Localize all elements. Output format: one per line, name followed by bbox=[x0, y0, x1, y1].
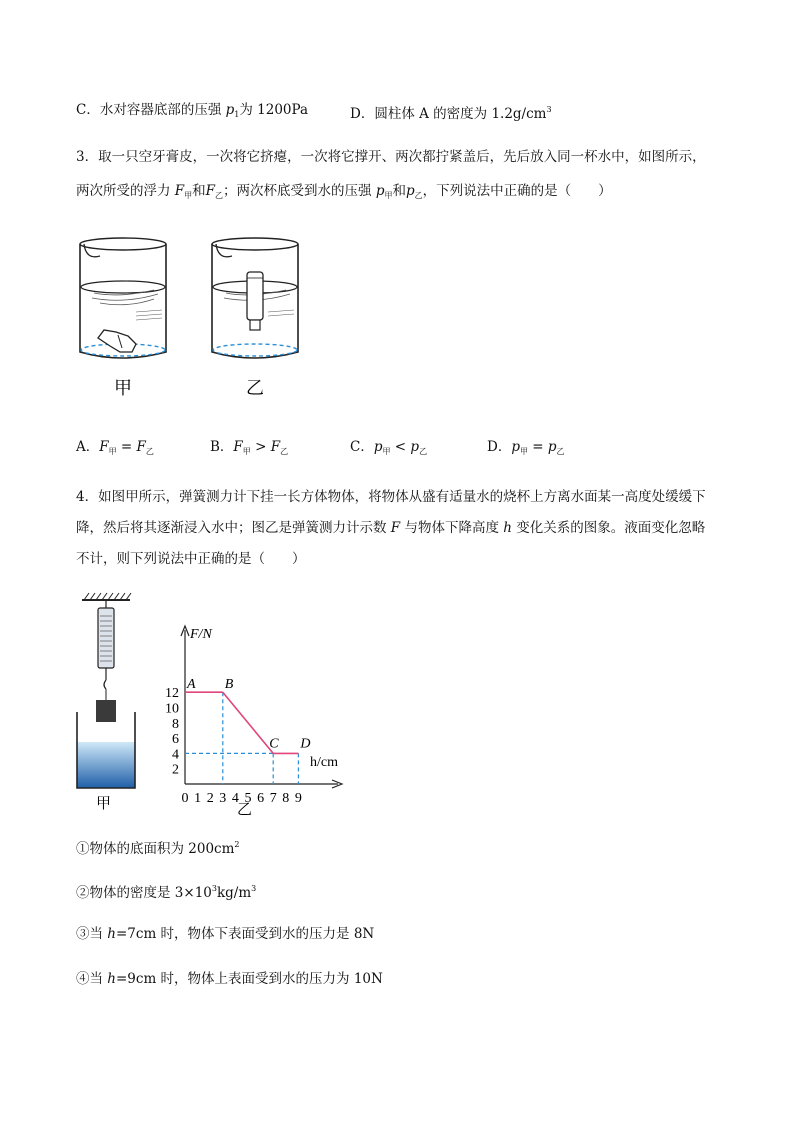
spring-scale-icon bbox=[98, 608, 114, 668]
series-segment-BC bbox=[223, 692, 273, 753]
y-tick-label: 12 bbox=[165, 686, 179, 702]
q2-option-c: C．水对容器底部的压强 $p_1$为 1200Pa bbox=[76, 102, 309, 119]
crushed-tube-icon bbox=[98, 330, 136, 352]
cuboid-object-icon bbox=[96, 700, 116, 722]
beaker-jia bbox=[80, 238, 166, 358]
fig3-label-yi: 乙 bbox=[246, 378, 264, 398]
x-tick-label: 4 bbox=[231, 791, 239, 806]
y-tick-label: 8 bbox=[172, 716, 179, 732]
y-tick-label: 6 bbox=[172, 732, 179, 748]
x-tick-label: 1 bbox=[194, 791, 202, 806]
fig3-label-jia: 甲 bbox=[114, 378, 132, 398]
point-label-c: C bbox=[269, 736, 279, 752]
q4-f-h-chart bbox=[160, 618, 360, 818]
q4-stem-line2: 降，然后将其逐渐浸入水中；图乙是弹簧测力计示数 F 与物体下降高度 h 变化关系的图象。液面变化忽略 bbox=[76, 520, 706, 536]
fig4-label-yi: 乙 bbox=[237, 802, 253, 818]
chart-x-label: h/cm bbox=[310, 755, 338, 770]
q4-stem-line3: 不计，则下列说法中正确的是（ ） bbox=[76, 551, 306, 567]
q3-stem-line1: 3．取一只空牙膏皮，一次将它挤瘪，一次将它撑开、两次都拧紧盖后，先后放入同一杯水中，如图所示， bbox=[76, 149, 706, 165]
chart-y-label: F/N bbox=[190, 627, 212, 642]
point-label-d: D bbox=[300, 736, 311, 752]
q3-option-b: B．$F_甲 > F_乙$ bbox=[210, 439, 289, 456]
y-tick-label: 10 bbox=[165, 701, 179, 717]
fig4-label-jia: 甲 bbox=[96, 796, 112, 812]
x-tick-label: 9 bbox=[294, 791, 302, 806]
x-tick-label: 0 bbox=[181, 791, 189, 806]
q4-statement-2: ②物体的密度是 $3\times 10^3kg/m^3$ bbox=[76, 884, 257, 901]
q2-option-d: D．圆柱体 A 的密度为 $1.2g/cm^3$ bbox=[350, 105, 552, 122]
x-tick-label: 6 bbox=[257, 791, 265, 806]
x-tick-label: 2 bbox=[206, 791, 214, 806]
q4-spring-scale-figure bbox=[70, 590, 150, 812]
x-tick-label: 8 bbox=[282, 791, 290, 806]
q3-option-c: C．$p_甲 < p_乙$ bbox=[350, 439, 428, 456]
q4-statement-4: ④当 h=9cm 时，物体上表面受到水的压力为 10N bbox=[76, 971, 383, 987]
q4-statement-3: ③当 h=7cm 时，物体下表面受到水的压力是 8N bbox=[76, 926, 375, 942]
y-tick-label: 4 bbox=[172, 747, 179, 763]
q3-option-d: D．$p_甲 = p_乙$ bbox=[487, 439, 565, 456]
expanded-tube-icon bbox=[247, 272, 263, 320]
beaker-yi bbox=[212, 238, 298, 358]
x-tick-label: 5 bbox=[244, 791, 252, 806]
y-tick-label: 2 bbox=[172, 762, 179, 778]
point-label-a: A bbox=[187, 677, 196, 693]
q3-option-a: A．$F_甲 = F_乙$ bbox=[76, 439, 154, 456]
q4-statement-1: ①物体的底面积为 $200cm^2$ bbox=[76, 840, 240, 857]
q3-beakers-figure bbox=[70, 232, 320, 404]
q3-stem-line2: 两次所受的浮力 $F_甲$和$F_乙$；两次杯底受到水的压强 $p_甲$和$p_乙$，下列说法中正确的是（ ） bbox=[76, 183, 612, 200]
q4-stem-line1: 4．如图甲所示，弹簧测力计下挂一长方体物体，将物体从盛有适量水的烧杯上方离水面某一高度处缓缓下 bbox=[76, 489, 706, 505]
x-tick-label: 3 bbox=[219, 791, 227, 806]
point-label-b: B bbox=[224, 677, 234, 693]
x-tick-label: 7 bbox=[269, 791, 277, 806]
